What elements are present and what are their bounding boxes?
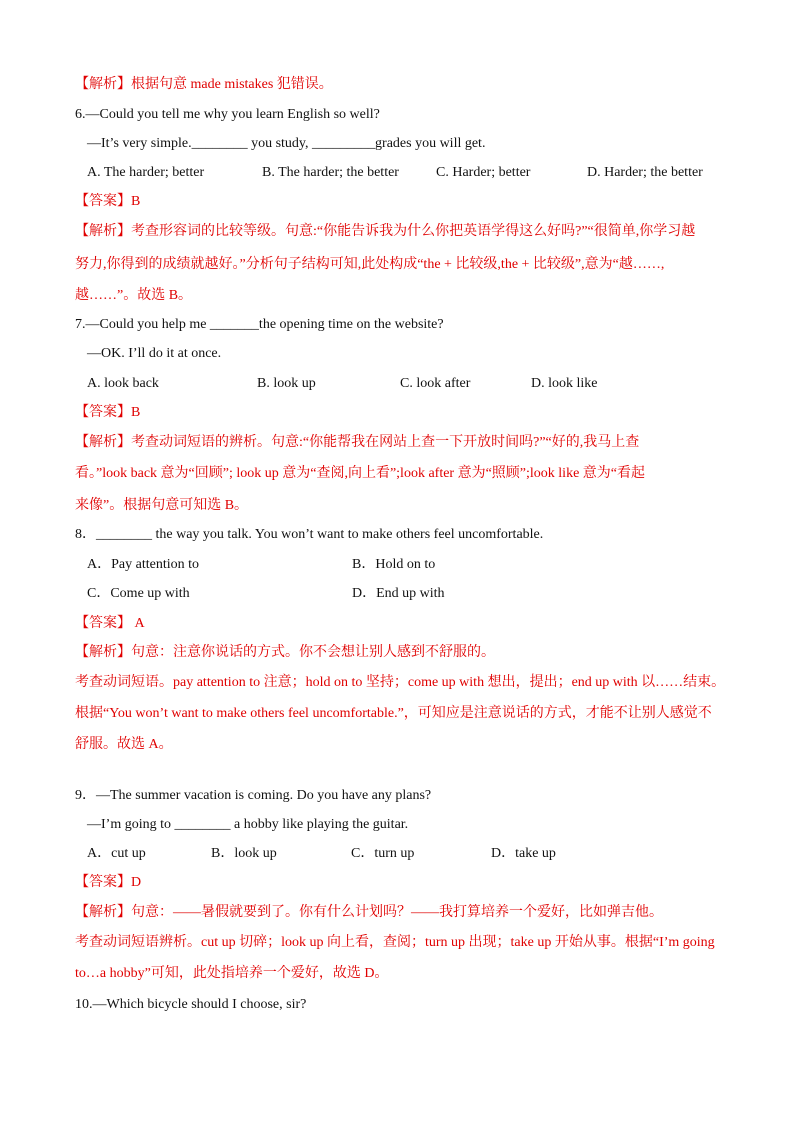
answer-q8: 【答案】 A xyxy=(75,616,145,631)
q9-option-c: C．turn up xyxy=(351,846,415,861)
analysis-q7-line2: 看。”look back 意为“回顾”; look up 意为“查阅,向上看”;look after 意为“照顾”;look like 意为“看起 xyxy=(75,466,645,481)
question-8: 8．________ the way you talk. You won’t want to make others feel uncomfortable. xyxy=(75,527,544,542)
answer-q9: 【答案】D xyxy=(75,875,142,890)
q7-option-b: B. look up xyxy=(257,376,316,391)
q8-option-c: C．Come up with xyxy=(87,586,190,601)
question-7: 7.—Could you help me _______the opening time on the website? xyxy=(75,317,444,332)
answer-q7: 【答案】B xyxy=(75,405,141,420)
question-9: 9．—The summer vacation is coming. Do you have any plans? xyxy=(75,788,432,803)
question-9-reply: —I’m going to ________ a hobby like playing the guitar. xyxy=(87,817,409,832)
q6-option-a: A. The harder; better xyxy=(87,165,205,180)
question-6: 6.—Could you tell me why you learn English so well? xyxy=(75,107,380,122)
analysis-q5: 【解析】根据句意 made mistakes 犯错误。 xyxy=(75,77,333,92)
analysis-q9-line3: to…a hobby”可知，此处指培养一个爱好，故选 D。 xyxy=(75,966,389,981)
answer-q6: 【答案】B xyxy=(75,194,141,209)
analysis-q8-line4: 舒服。故选 A。 xyxy=(75,737,173,752)
analysis-q9-line1: 【解析】句意：——暑假就要到了。你有什么计划吗？——我打算培养一个爱好，比如弹吉他。 xyxy=(75,905,663,920)
q9-option-b: B．look up xyxy=(211,846,277,861)
analysis-q8-line3: 根据“You won’t want to make others feel uncomfortable.”，可知应是注意说话的方式，才能不让别人感觉不 xyxy=(75,706,712,721)
question-6-reply: —It’s very simple.________ you study, _________grades you will get. xyxy=(87,136,486,151)
q9-option-d: D．take up xyxy=(491,846,556,861)
analysis-q8-line2: 考查动词短语。pay attention to 注意；hold on to 坚持；come up with 想出，提出；end up with 以……结束。 xyxy=(75,675,726,690)
analysis-q8-line1: 【解析】句意：注意你说话的方式。你不会想让别人感到不舒服的。 xyxy=(75,645,495,660)
q9-option-a: A．cut up xyxy=(87,846,146,861)
q8-option-b: B．Hold on to xyxy=(352,557,436,572)
q6-option-c: C. Harder; better xyxy=(436,165,531,180)
q7-option-c: C. look after xyxy=(400,376,471,391)
analysis-q6-line2: 努力,你得到的成绩就越好。”分析句子结构可知,此处构成“the + 比较级,the + 比较级”,意为“越……, xyxy=(75,257,665,272)
analysis-q9-line2: 考查动词短语辨析。cut up 切碎；look up 向上看，查阅；turn up 出现；take up 开始从事。根据“I’m going xyxy=(75,935,715,950)
q8-option-a: A．Pay attention to xyxy=(87,557,199,572)
q7-option-d: D. look like xyxy=(531,376,598,391)
analysis-q7-line3: 来像”。根据句意可知选 B。 xyxy=(75,498,249,513)
q6-option-b: B. The harder; the better xyxy=(262,165,399,180)
q8-option-d: D．End up with xyxy=(352,586,445,601)
question-10: 10.—Which bicycle should I choose, sir? xyxy=(75,997,307,1012)
question-7-reply: —OK. I’ll do it at once. xyxy=(87,346,222,361)
analysis-q6-line1: 【解析】考查形容词的比较等级。句意:“你能告诉我为什么你把英语学得这么好吗?”“很简单,你学习越 xyxy=(75,224,696,239)
q7-option-a: A. look back xyxy=(87,376,159,391)
analysis-q6-line3: 越……”。故选 B。 xyxy=(75,288,193,303)
analysis-q7-line1: 【解析】考查动词短语的辨析。句意:“你能帮我在网站上查一下开放时间吗?”“好的,我马上查 xyxy=(75,435,640,450)
q6-option-d: D. Harder; the better xyxy=(587,165,703,180)
